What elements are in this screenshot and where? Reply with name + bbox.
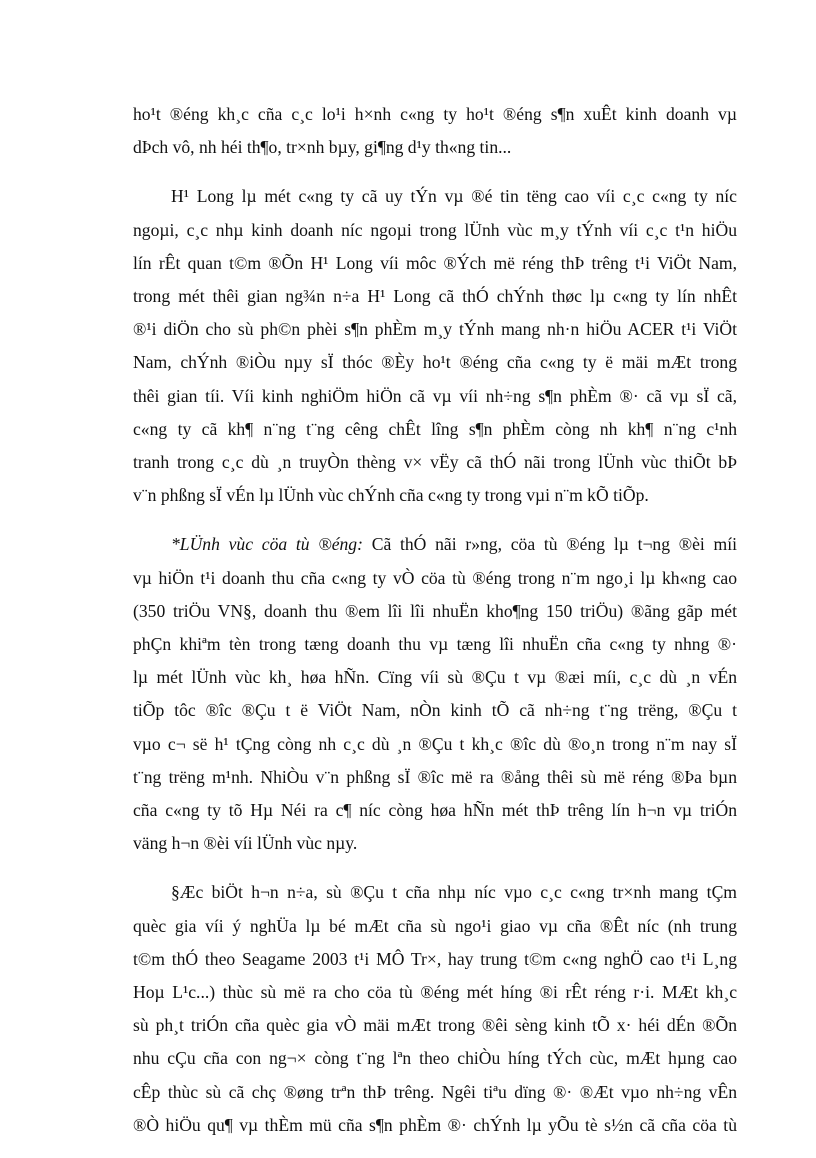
text-line: ®¹i diÖn cho sù ph©n phèi s¶n phÈm m¸y tÝnh mang nh·n hiÖu ACER t¹i ViÖt bbox=[133, 319, 737, 340]
text-line: (350 triÖu VN§, doanh thu ®em lîi lîi nhuËn kho¶ng 150 triÖu) ®ãng gãp mét bbox=[133, 600, 737, 621]
text-line: H¹ Long lµ mét c«ng ty cã uy tÝn vµ ®é tin tëng cao víi c¸c c«ng ty níc bbox=[171, 186, 737, 207]
text-line: lín rÊt quan t©m ®Õn H¹ Long víi môc ®Ých më réng thÞ trêng t¹i ViÖt Nam, bbox=[133, 252, 737, 273]
text-line: cÊp thùc sù cã chç ®øng trªn thÞ trêng. Ngêi tiªu dïng ®· ®Æt vµo nh÷ng vÊn bbox=[133, 1081, 737, 1102]
text-line: tiÕp tôc ®îc ®Çu t ë ViÖt Nam, nÒn kinh tÕ cã nh÷ng t¨ng trëng, ®Çu t bbox=[133, 700, 737, 721]
text-line: ho¹t ®éng kh¸c cña c¸c lo¹i h×nh c«ng ty ho¹t ®éng s¶n xuÊt kinh doanh vµ bbox=[133, 104, 737, 124]
text-line: v¨n phßng sÏ vÉn lµ lÜnh vùc chÝnh cña c«ng ty trong vµi n¨m kÕ tiÕp. bbox=[133, 485, 649, 506]
text-line: Nam, chÝnh ®iÒu nµy sÏ thóc ®Èy ho¹t ®éng cña c«ng ty ë mäi mÆt trong bbox=[133, 352, 737, 373]
text-line: tranh trong c¸c dù ¸n truyÒn thèng v× vËy cã thÓ nãi trong lÜnh vùc thiÕt bÞ bbox=[133, 452, 737, 473]
paragraph-3 bbox=[133, 528, 737, 860]
text-line: lµ mét lÜnh vùc kh¸ høa hÑn. Cïng víi sù ®Çu t vµ ®æi míi, c¸c dù ¸n vÉn bbox=[133, 667, 737, 688]
body-text bbox=[133, 98, 737, 1158]
text-line: t¨ng trëng m¹nh. NhiÒu v¨n phßng sÏ ®îc më ra ®ång thêi sù më réng ®Þa bµn bbox=[133, 766, 737, 787]
text-line: vµ hiÖn t¹i doanh thu cña c«ng ty vÒ cöa tù ®éng trong n¨m ngo¸i lµ kh«ng cao bbox=[133, 567, 737, 588]
text-line: trong mét thêi gian ng¾n n÷a H¹ Long cã thÓ chÝnh thøc lµ c«ng ty lín nhÊt bbox=[133, 286, 737, 307]
paragraph-2 bbox=[133, 180, 737, 512]
text-line: vµo c¬ së h¹ tÇng còng nh c¸c dù ¸n ®Çu t kh¸c ®îc dù ®o¸n trong n¨m nay sÏ bbox=[133, 733, 737, 754]
paragraph-4 bbox=[133, 876, 737, 1142]
text-line: cña c«ng ty tõ Hµ Néi ra c¶ níc còng høa hÑn mét thÞ trêng lín h¬n vµ triÓn bbox=[133, 800, 737, 821]
text-line: ngoµi, c¸c nhµ kinh doanh níc ngoµi trong lÜnh vùc m¸y tÝnh víi c¸c t¹n hiÖu bbox=[133, 219, 737, 240]
text-line: quèc gia víi ý nghÜa lµ bé mÆt cña sù ngo¹i giao vµ cña ®Êt níc (nh trung bbox=[133, 915, 737, 936]
text-line: väng h¬n ®èi víi lÜnh vùc nµy. bbox=[133, 833, 358, 854]
text-line: nhu cÇu cña con ng¬× còng t¨ng lªn theo chiÒu híng tÝch cùc, mÆt hµng cao bbox=[133, 1048, 737, 1069]
text-run: Cã thÓ nãi r»ng, cöa tù ®éng lµ t¬ng ®èi míi bbox=[362, 534, 737, 555]
text-line bbox=[133, 528, 737, 561]
text-line: thêi gian tíi. Víi kinh nghiÖm hiÖn cã vµ víi nh÷ng s¶n phÈm ®· cã vµ sÏ cã, bbox=[133, 385, 737, 406]
text-line: dÞch vô, nh héi th¶o, tr×nh bµy, gi¶ng d¹y th«ng tin... bbox=[133, 137, 512, 158]
section-lead: *LÜnh vùc cöa tù ®éng: bbox=[171, 534, 363, 555]
paragraph-1 bbox=[133, 98, 737, 164]
text-line: Hoµ L¹c...) thùc sù më ra cho cöa tù ®éng mét híng ®i rÊt réng r·i. MÆt kh¸c bbox=[133, 982, 737, 1003]
text-line: c«ng ty cã kh¶ n¨ng t¨ng cêng chÊt lîng s¶n phÈm còng nh kh¶ n¨ng c¹nh bbox=[133, 418, 737, 439]
text-line: phÇn khiªm tèn trong tæng doanh thu vµ tæng lîi nhuËn cña c«ng ty nhng ®· bbox=[133, 634, 737, 655]
text-line: §Æc biÖt h¬n n÷a, sù ®Çu t cña nhµ níc vµo c¸c c«ng tr×nh mang tÇm bbox=[171, 882, 737, 903]
text-line: t©m thÓ theo Seagame 2003 t¹i MÔ Tr×, hay trung t©m c«ng nghÖ cao t¹i L¸ng bbox=[133, 948, 737, 969]
text-line: ®Ò hiÖu qu¶ vµ thÈm mü cña s¶n phÈm ®· chÝnh lµ yÕu tè s½n cã cña cöa tù bbox=[133, 1114, 737, 1135]
text-line: sù ph¸t triÓn cña quèc gia vÒ mäi mÆt trong ®êi sèng kinh tÕ x· héi dÉn ®Õn bbox=[133, 1015, 737, 1036]
